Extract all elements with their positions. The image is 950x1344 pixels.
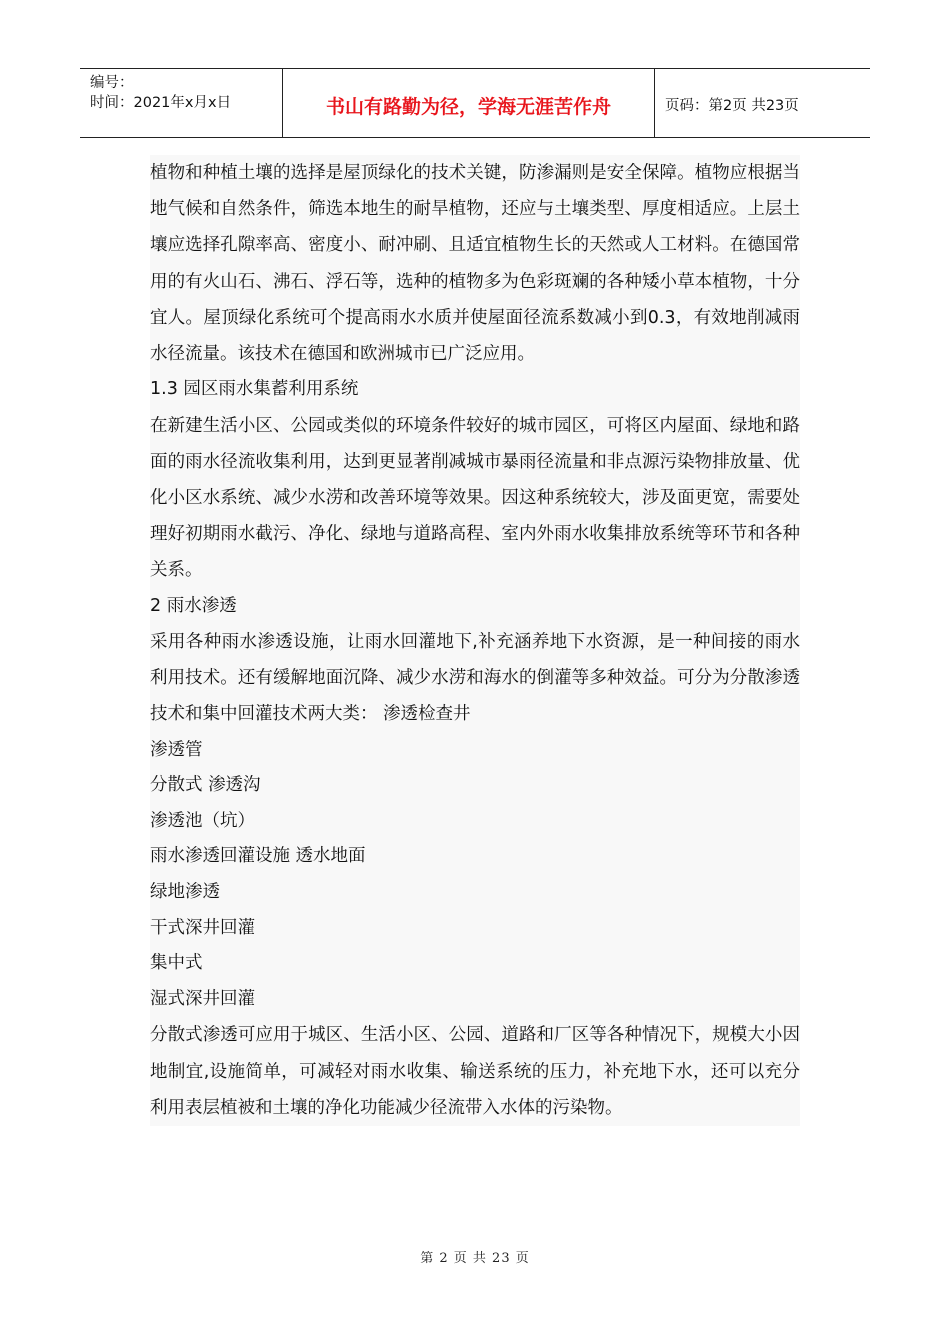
page-header	[80, 68, 870, 138]
paragraph-roof-greening: 植物和种植土壤的选择是屋顶绿化的技术关键，防渗漏则是安全保障。植物应根据当地气候和自然条件，筛选本地生的耐旱植物，还应与土壤类型、厚度相适应。上层土壤应选择孔隙率高、密度小、耐冲刷、且适宜植物生长的天然或人工材料。在德国常用的有火山石、沸石、浮石等，选种的植物多为色彩斑斓的各种矮小草本植物，十分宜人。屋顶绿化系统可个提高雨水水质并使屋面径流系数减小到0.3，有效地削减雨水径流量。该技术在德国和欧洲城市已广泛应用。	[150, 163, 800, 365]
list-item: 干式深井回灌	[150, 917, 255, 938]
list-item: 雨水渗透回灌设施 透水地面	[150, 846, 366, 867]
list-item: 绿地渗透	[150, 882, 220, 903]
header-meta	[80, 69, 283, 137]
date-label: 时间：2021年x月x日	[90, 95, 232, 111]
list-item: 渗透池（坑）	[150, 810, 255, 831]
number-label: 编号：	[90, 75, 134, 91]
section-heading-1-3: 1.3 园区雨水集蓄利用系统	[150, 379, 359, 400]
paragraph-dispersed-infiltration: 分散式渗透可应用于城区、生活小区、公园、道路和厂区等各种情况下，规模大小因地制宜,设施简单，可减轻对雨水收集、输送系统的压力，补充地下水，还可以充分利用表层植被和土壤的净化功能减少径流带入水体的污染物。	[150, 1025, 800, 1118]
list-item: 湿式深井回灌	[150, 988, 255, 1009]
list-item: 分散式 渗透沟	[150, 775, 261, 796]
header-page-info: 页码：第2页 共23页	[665, 97, 799, 114]
page-footer: 第 2 页 共 23 页	[420, 1251, 530, 1266]
document-body	[150, 155, 800, 1126]
paragraph-park-rainwater: 在新建生活小区、公园或类似的环境条件较好的城市园区，可将区内屋面、绿地和路面的雨水径流收集利用，达到更显著削减城市暴雨径流量和非点源污染物排放量、优化小区水系统、减少水涝和改善环境等效果。因这种系统较大，涉及面更宽，需要处理好初期雨水截污、净化、绿地与道路高程、室内外雨水收集排放系统等环节和各种关系。	[150, 415, 800, 581]
section-heading-2: 2 雨水渗透	[150, 595, 237, 616]
header-motto: 书山有路勤为径，学海无涯苦作舟	[283, 69, 655, 137]
list-item: 渗透管	[150, 739, 203, 760]
paragraph-rainwater-infiltration: 采用各种雨水渗透设施，让雨水回灌地下,补充涵养地下水资源，是一种间接的雨水利用技术。还有缓解地面沉降、减少水涝和海水的倒灌等多种效益。可分为分散渗透技术和集中回灌技术两大类： 渗透检查井	[150, 632, 800, 725]
list-item: 集中式	[150, 953, 203, 974]
